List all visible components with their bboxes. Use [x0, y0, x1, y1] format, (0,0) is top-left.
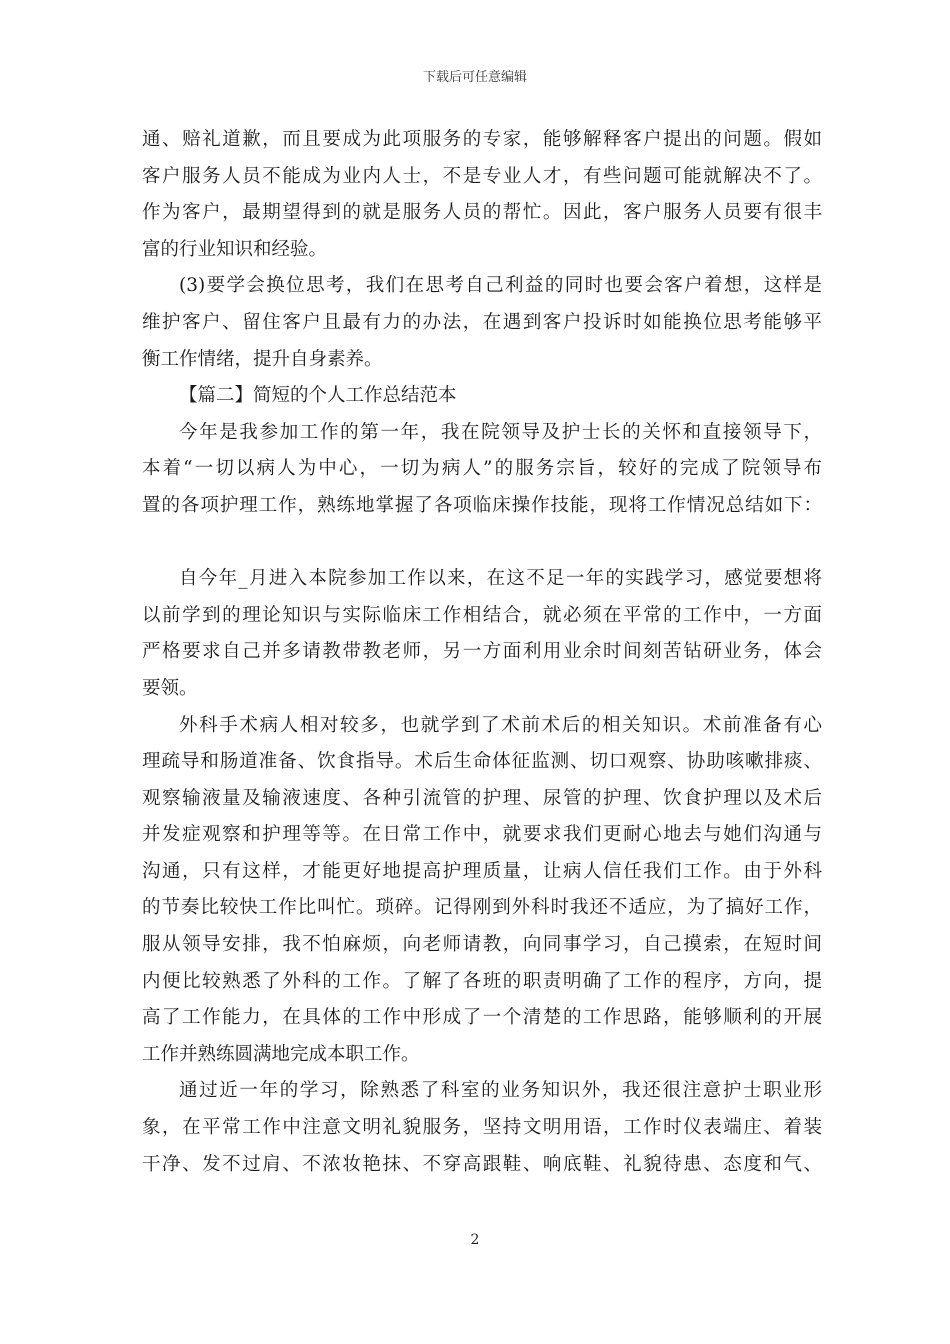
text-line: 客户服务人员不能成为业内人士，不是专业人才，有些问题可能就解决不了。: [142, 165, 822, 187]
text-line: 象，在平常工作中注意文明礼貌服务，坚持文明用语，工作时仪表端庄、着装: [142, 1117, 822, 1139]
text-line: 工作并熟练圆满地完成本职工作。: [142, 1043, 420, 1065]
text-line: 的节奏比较快工作比叫忙。琐碎。记得刚到外科时我还不适应，为了搞好工作，: [142, 897, 822, 919]
section-heading: 【篇二】简短的个人工作总结范本: [179, 385, 457, 407]
text-line: 严格要求自己并多请教带教老师，另一方面利用业余时间刻苦钻研业务，体会: [142, 641, 822, 663]
text-line: 外科手术病人相对较多，也就学到了术前术后的相关知识。术前准备有心: [179, 714, 822, 736]
text-line: 以前学到的理论知识与实际临床工作相结合，就必须在平常的工作中，一方面: [142, 604, 822, 626]
blank-line: [142, 525, 822, 562]
text-line: 服从领导安排，我不怕麻烦，向老师请教，向同事学习，自己摸索，在短时间: [142, 934, 822, 956]
text-line: 置的各项护理工作，熟练地掌握了各项临床操作技能，现将工作情况总结如下：: [142, 494, 822, 516]
text-line: 今年是我参加工作的第一年，我在院领导及护士长的关怀和直接领导下，: [179, 421, 822, 443]
text-line: 衡工作情绪，提升自身素养。: [142, 348, 383, 370]
text-line: 高了工作能力，在具体的工作中形成了一个清楚的工作思路，能够顺利的开展: [142, 1007, 822, 1029]
text-line: 作为客户，最期望得到的就是服务人员的帮忙。因此，客户服务人员要有很丰: [142, 202, 822, 224]
text-line: 理疏导和肠道准备、饮食指导。术后生命体征监测、切口观察、协助咳嗽排痰、: [142, 751, 822, 773]
text-line: 本着“一切以病人为中心，一切为病人”的服务宗旨，较好的完成了院领导布: [142, 458, 822, 480]
text-line: 沟通，只有这样，才能更好地提高护理质量，让病人信任我们工作。由于外科: [142, 860, 822, 882]
document-body: [142, 122, 822, 1183]
page-number: 2: [470, 1232, 480, 1248]
text-line: 观察输液量及输液速度、各种引流管的护理、尿管的护理、饮食护理以及术后: [142, 787, 822, 809]
text-line: 干净、发不过肩、不浓妆艳抹、不穿高跟鞋、响底鞋、礼貌待患、态度和气、: [142, 1153, 822, 1175]
text-line: 通、赔礼道歉，而且要成为此项服务的专家，能够解释客户提出的问题。假如: [142, 129, 822, 150]
page-header: 下载后可任意编辑: [422, 70, 527, 85]
text-line: 要领。: [142, 677, 198, 699]
text-line: 自今年_月进入本院参加工作以来，在这不足一年的实践学习，感觉要想将: [179, 568, 822, 590]
text-line: 并发症观察和护理等等。在日常工作中，就要求我们更耐心地去与她们沟通与: [142, 824, 822, 846]
text-line: (3)要学会换位思考，我们在思考自己利益的同时也要会客户着想，这样是: [179, 275, 822, 297]
text-line: 内便比较熟悉了外科的工作。了解了各班的职责明确了工作的程序，方向，提: [142, 970, 822, 992]
text-line: 通过近一年的学习，除熟悉了科室的业务知识外，我还很注意护士职业形: [179, 1080, 822, 1102]
text-line: 富的行业知识和经验。: [142, 238, 328, 260]
text-line: 维护客户、留住客户且最有力的办法，在遇到客户投诉时如能换位思考能够平: [142, 311, 822, 333]
